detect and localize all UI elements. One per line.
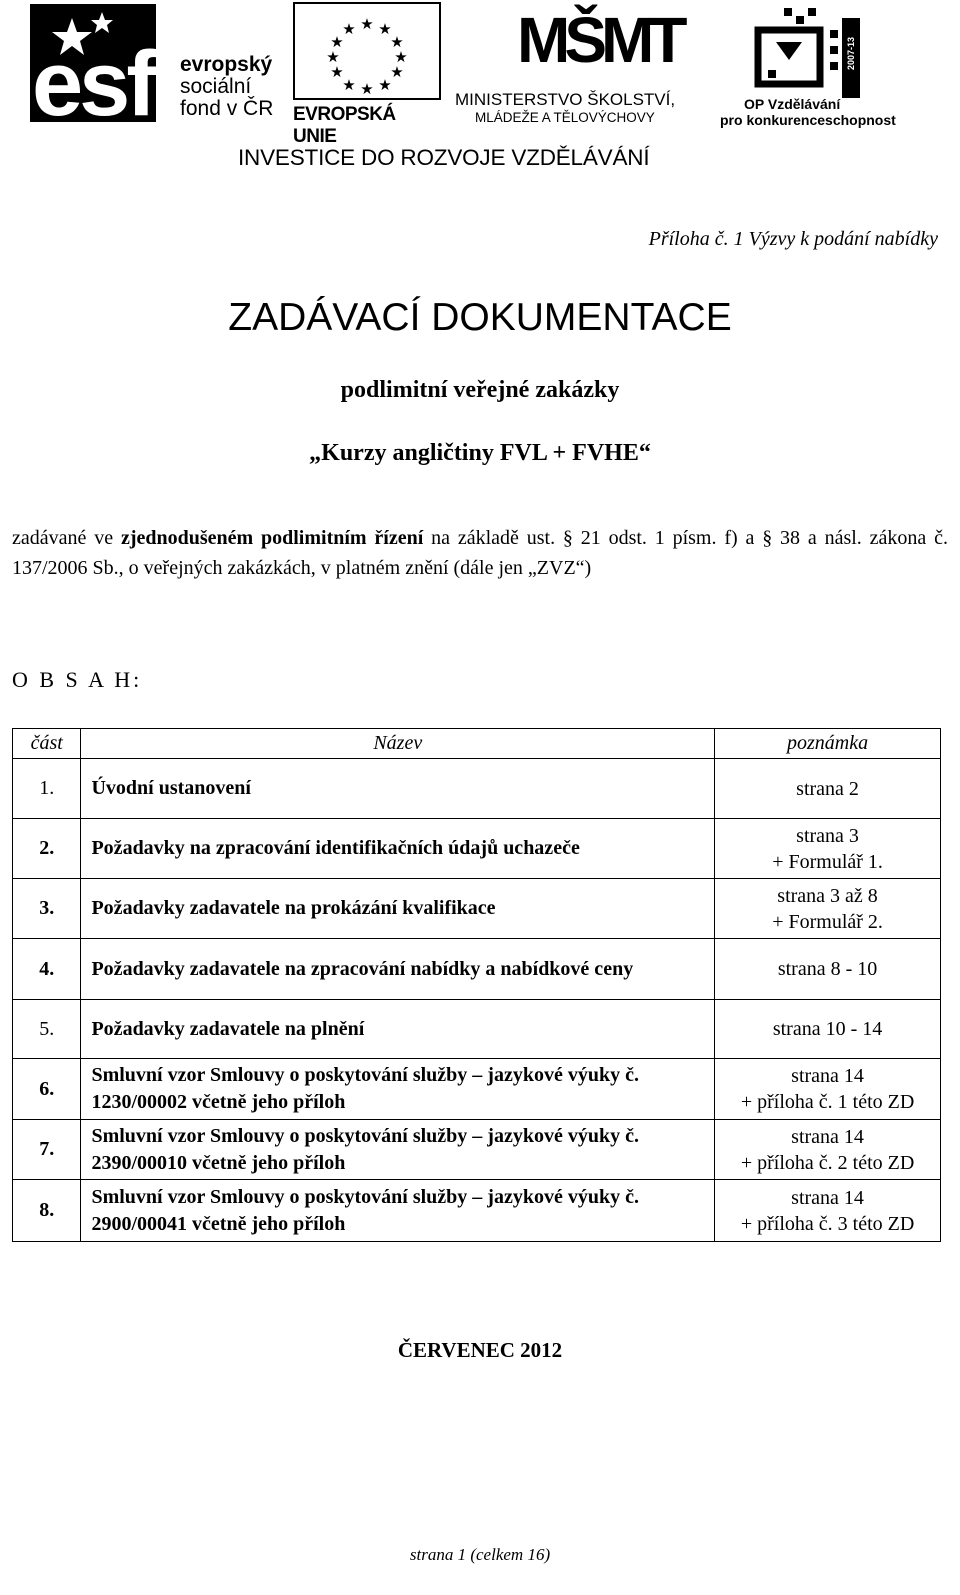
row-note: strana 8 - 10 [715, 939, 941, 1000]
eu-logo [293, 2, 443, 147]
row-note: strana 14 + příloha č. 1 této ZD [715, 1059, 941, 1120]
svg-text:★: ★ [330, 33, 344, 51]
op-line-2: pro konkurenceschopnost [720, 112, 896, 128]
svg-text:★: ★ [378, 20, 392, 38]
header-note: poznámka [715, 729, 941, 759]
msmt-word: MŠMT [517, 4, 682, 76]
svg-text:★: ★ [394, 48, 408, 66]
page-footer: strana 1 (celkem 16) [409, 1545, 551, 1564]
procedure-text-pre: zadávané ve [12, 527, 121, 549]
document-title: ZADÁVACÍ DOKUMENTACE [228, 296, 732, 339]
row-note: strana 3 + Formulář 1. [715, 819, 941, 879]
document-subtitle: podlimitní veřejné zakázky [340, 377, 620, 403]
table-row [13, 939, 941, 1000]
row-title: Požadavky zadavatele na plnění [81, 1000, 715, 1059]
esf-logo [30, 4, 292, 135]
svg-text:★: ★ [390, 33, 404, 51]
op-years: 2007-13 [846, 36, 856, 70]
msmt-logo [455, 2, 715, 127]
investice-banner: INVESTICE DO ROZVOJE VZDĚLÁVÁNÍ [238, 145, 650, 170]
row-title: Požadavky na zpracování identifikačních údajů uchazeče [81, 819, 715, 879]
op-vk-graphic [750, 2, 860, 100]
table-row [13, 1180, 941, 1242]
msmt-line-2: MLÁDEŽE A TĚLOVÝCHOVY [475, 110, 655, 125]
eu-flag-graphic [293, 2, 443, 102]
document-date: ČERVENEC 2012 [397, 1338, 563, 1362]
procedure-paragraph [12, 523, 948, 583]
esf-line-3: fond v ČR [180, 97, 274, 120]
svg-text:★: ★ [326, 48, 340, 66]
row-note: strana 14 + příloha č. 3 této ZD [715, 1180, 941, 1242]
table-row [13, 1120, 941, 1180]
procedure-text-post: na základě ust. § 21 odst. 1 písm. f) a § 38 a násl. zákona č. 137/2006 Sb., o veřejných zakázkách, v platném znění (dále jen „ZVZ“) [12, 527, 948, 579]
eu-text: EVROPSKÁ UNIE [293, 104, 396, 147]
row-number: 3. [13, 879, 81, 939]
svg-text:★: ★ [360, 15, 374, 33]
row-number: 6. [13, 1059, 81, 1120]
row-title: Smluvní vzor Smlouvy o poskytování služby – jazykové výuky č. 1230/00002 včetně jeho příloh [81, 1059, 715, 1120]
row-number: 5. [13, 1000, 81, 1059]
row-title: Požadavky zadavatele na prokázání kvalifikace [81, 879, 715, 939]
esf-line-1: evropský [180, 53, 273, 76]
row-number: 8. [13, 1180, 81, 1242]
row-title: Smluvní vzor Smlouvy o poskytování služby – jazykové výuky č. 2390/00010 včetně jeho příloh [81, 1120, 715, 1180]
row-title: Smluvní vzor Smlouvy o poskytování služby – jazykové výuky č. 2900/00041 včetně jeho příloh [81, 1180, 715, 1242]
row-note: strana 14 + příloha č. 2 této ZD [715, 1120, 941, 1180]
table-row [13, 819, 941, 879]
contract-name: „Kurzy angličtiny FVL + FVHE“ [309, 440, 651, 466]
op-vk-logo [720, 2, 910, 130]
table-row [13, 759, 941, 819]
table-row [13, 879, 941, 939]
table-row [13, 1059, 941, 1120]
svg-text:★: ★ [378, 76, 392, 94]
msmt-line-1: MINISTERSTVO ŠKOLSTVÍ, [455, 90, 676, 109]
table-row [13, 1000, 941, 1059]
svg-text:★: ★ [342, 76, 356, 94]
header-part: část [13, 729, 81, 759]
table-header-row [13, 729, 941, 759]
op-line-1: OP Vzdělávání [744, 96, 841, 112]
svg-text:★: ★ [330, 63, 344, 81]
row-note: strana 10 - 14 [715, 1000, 941, 1059]
svg-text:★: ★ [342, 20, 356, 38]
esf-word: esf [32, 33, 153, 135]
row-number: 7. [13, 1120, 81, 1180]
procedure-text-bold: zjednodušeném podlimitním řízení [120, 527, 424, 549]
row-number: 2. [13, 819, 81, 879]
svg-text:★: ★ [390, 63, 404, 81]
esf-text [180, 54, 273, 120]
row-number: 1. [13, 759, 81, 819]
row-note: strana 2 [715, 759, 941, 819]
row-note: strana 3 až 8 + Formulář 2. [715, 879, 941, 939]
svg-text:★: ★ [360, 80, 374, 98]
row-title: Požadavky zadavatele na zpracování nabídky a nabídkové ceny [81, 939, 715, 1000]
esf-line-2: sociální [180, 75, 252, 98]
contents-table [12, 728, 941, 1242]
contents-heading: O B S A H: [12, 667, 143, 692]
row-number: 4. [13, 939, 81, 1000]
row-title: Úvodní ustanovení [81, 759, 715, 819]
header-name: Název [81, 729, 715, 759]
attachment-label: Příloha č. 1 Výzvy k podání nabídky [648, 228, 938, 250]
